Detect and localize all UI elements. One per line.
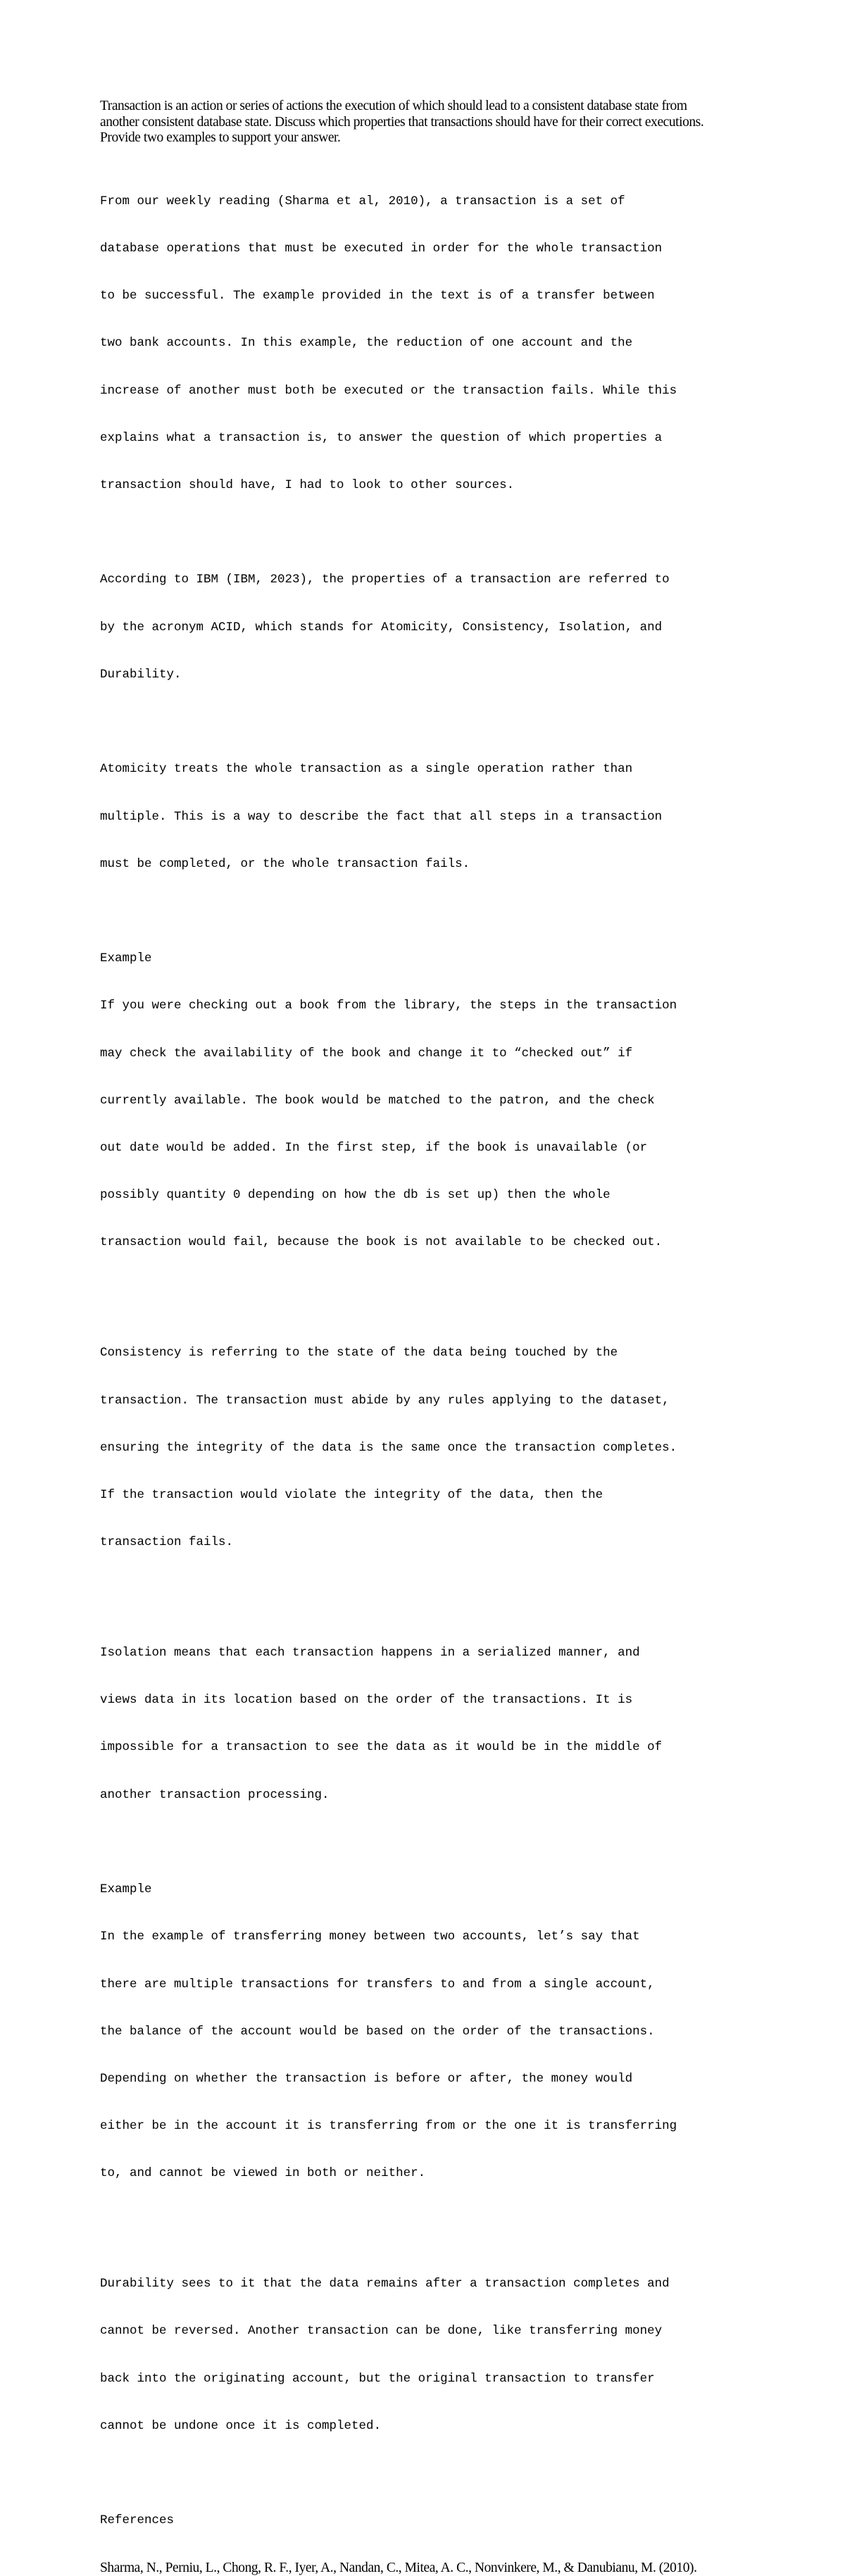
paragraph-line: If you were checking out a book from the library, the steps in the transaction bbox=[100, 999, 677, 1013]
question-prompt bbox=[100, 99, 755, 146]
paragraph-line: back into the originating account, but the original transaction to transfer bbox=[100, 2371, 655, 2386]
paragraph-line: database operations that must be executed in order for the whole transaction bbox=[100, 241, 663, 256]
question-line: Provide two examples to support your answer. bbox=[100, 130, 341, 145]
paragraph-line: the balance of the account would be based on the order of the transactions. bbox=[100, 2024, 655, 2039]
paragraph-line: From our weekly reading (Sharma et al, 2010), a transaction is a set of bbox=[100, 194, 625, 208]
paragraph-line: Depending on whether the transaction is before or after, the money would bbox=[100, 2071, 633, 2086]
paragraph-line: If the transaction would violate the integrity of the data, then the bbox=[100, 1487, 603, 1502]
references-heading bbox=[100, 2481, 755, 2560]
paragraph-line: two bank accounts. In this example, the reduction of one account and the bbox=[100, 336, 633, 351]
intro-paragraph bbox=[100, 162, 755, 525]
consistency-paragraph bbox=[100, 1313, 755, 1582]
example-heading: Example bbox=[100, 1882, 152, 1897]
paragraph-line: transaction. The transaction must abide by any rules applying to the dataset, bbox=[100, 1393, 670, 1408]
isolation-paragraph bbox=[100, 1613, 755, 1834]
paragraph-line: ensuring the integrity of the data is the same once the transaction completes. bbox=[100, 1440, 677, 1455]
paragraph-line: to, and cannot be viewed in both or neither. bbox=[100, 2166, 426, 2181]
document-page bbox=[100, 99, 755, 2576]
acid-paragraph bbox=[100, 541, 755, 714]
paragraph-line: by the acronym ACID, which stands for Atomicity, Consistency, Isolation, and bbox=[100, 620, 663, 634]
atomicity-paragraph bbox=[100, 730, 755, 903]
paragraph-line: Consistency is referring to the state of the data being touched by the bbox=[100, 1346, 618, 1361]
reference-entry-text: Sharma, N., Perniu, L., Chong, R. F., Iyer, A., Nandan, C., Mitea, A. C., Nonvinkere, M., & Danubianu, M. (2010). bbox=[100, 2560, 697, 2575]
paragraph-line: Isolation means that each transaction happens in a serialized manner, and bbox=[100, 1646, 640, 1660]
paragraph-line: Durability sees to it that the data remains after a transaction completes and bbox=[100, 2277, 670, 2291]
question-line: another consistent database state. Discuss which properties that transactions should have for their correct executions. bbox=[100, 114, 704, 130]
paragraph-line: impossible for a transaction to see the data as it would be in the middle of bbox=[100, 1740, 663, 1755]
paragraph-line: out date would be added. In the first step, if the book is unavailable (or bbox=[100, 1141, 648, 1156]
paragraph-line: to be successful. The example provided in the text is of a transfer between bbox=[100, 289, 655, 304]
paragraph-line: increase of another must both be executed or the transaction fails. While this bbox=[100, 383, 677, 398]
paragraph-line: transaction would fail, because the book is not available to be checked out. bbox=[100, 1235, 663, 1250]
paragraph-line: currently available. The book would be matched to the patron, and the check bbox=[100, 1093, 655, 1108]
paragraph-line: Atomicity treats the whole transaction as a single operation rather than bbox=[100, 762, 633, 777]
reference-entry bbox=[100, 2561, 755, 2576]
example-heading: Example bbox=[100, 951, 152, 966]
paragraph-line: transaction fails. bbox=[100, 1535, 234, 1550]
paragraph-line: According to IBM (IBM, 2023), the properties of a transaction are referred to bbox=[100, 573, 670, 587]
paragraph-line: cannot be undone once it is completed. bbox=[100, 2418, 382, 2433]
paragraph-line: In the example of transferring money between two accounts, let’s say that bbox=[100, 1930, 640, 1944]
question-line: Transaction is an action or series of actions the execution of which should lead to a consistent database state from bbox=[100, 99, 687, 113]
paragraph-line: possibly quantity 0 depending on how the db is set up) then the whole bbox=[100, 1188, 611, 1203]
paragraph-line: explains what a transaction is, to answer the question of which properties a bbox=[100, 430, 663, 445]
paragraph-line: multiple. This is a way to describe the fact that all steps in a transaction bbox=[100, 809, 663, 824]
paragraph-line: transaction should have, I had to look to other sources. bbox=[100, 478, 515, 493]
isolation-example bbox=[100, 1850, 755, 2213]
atomicity-example bbox=[100, 919, 755, 1282]
references-heading-text: References bbox=[100, 2513, 175, 2528]
paragraph-line: either be in the account it is transferring from or the one it is transferring bbox=[100, 2119, 677, 2134]
paragraph-line: may check the availability of the book and change it to “checked out” if bbox=[100, 1046, 633, 1061]
paragraph-line: views data in its location based on the order of the transactions. It is bbox=[100, 1693, 633, 1708]
paragraph-line: another transaction processing. bbox=[100, 1787, 330, 1802]
paragraph-line: cannot be reversed. Another transaction can be done, like transferring money bbox=[100, 2324, 663, 2339]
paragraph-line: there are multiple transactions for transfers to and from a single account, bbox=[100, 1977, 655, 1992]
paragraph-line: must be completed, or the whole transaction fails. bbox=[100, 856, 470, 871]
durability-paragraph bbox=[100, 2244, 755, 2465]
paragraph-line: Durability. bbox=[100, 667, 182, 682]
